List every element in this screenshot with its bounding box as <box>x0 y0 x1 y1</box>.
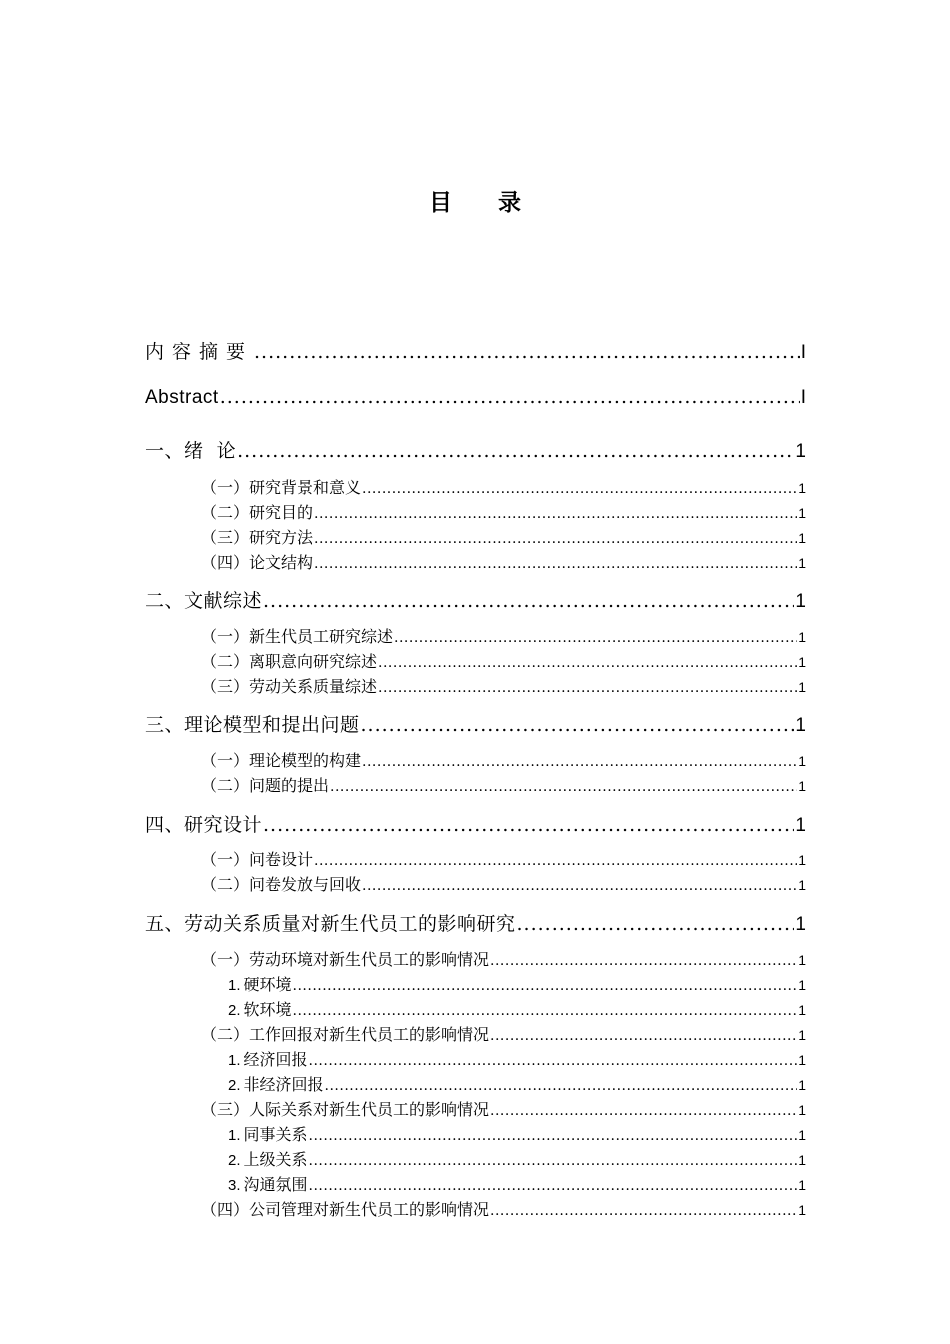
toc-leader-dots <box>293 1003 798 1019</box>
toc-entry-1-3[interactable] <box>201 525 806 548</box>
toc-page-number: 1 <box>795 914 806 935</box>
toc-leader-dots <box>263 814 794 836</box>
toc-label: 上级关系 <box>243 1150 308 1169</box>
toc-page-number: I <box>800 342 806 363</box>
toc-page-number: 1 <box>798 778 806 794</box>
toc-label: （一）问卷设计 <box>201 850 314 869</box>
toc-leader-dots <box>517 913 795 935</box>
toc-entry-5-2[interactable] <box>201 1022 806 1045</box>
toc-label: （四）论文结构 <box>201 553 314 572</box>
toc-label: 五、劳动关系质量对新生代员工的影响研究 <box>145 913 516 935</box>
toc-label: （一）研究背景和意义 <box>201 478 362 497</box>
toc-label: 经济回报 <box>243 1050 308 1069</box>
toc-label: 内容摘要 <box>145 341 254 363</box>
toc-page-number: 1 <box>798 629 806 645</box>
toc-entry-abstract-cn[interactable] <box>145 337 806 364</box>
toc-entry-1-1[interactable] <box>201 475 806 498</box>
toc-leader-dots <box>325 1078 798 1094</box>
toc-leader-dots <box>378 680 797 696</box>
toc-leader-dots <box>362 878 797 894</box>
toc-page-number: 1 <box>795 715 806 736</box>
toc-leader-dots <box>314 531 797 547</box>
toc-entry-chapter-5[interactable] <box>145 909 806 936</box>
toc-label: （一）理论模型的构建 <box>201 751 362 770</box>
toc-label: （一）新生代员工研究综述 <box>201 627 394 646</box>
toc-label: （三）人际关系对新生代员工的影响情况 <box>201 1100 490 1119</box>
toc-label: （二）工作回报对新生代员工的影响情况 <box>201 1025 490 1044</box>
toc-label: 软环境 <box>243 1000 292 1019</box>
toc-leader-dots <box>309 1053 798 1069</box>
toc-page-number: 1 <box>798 1177 806 1193</box>
toc-leader-dots <box>490 1028 797 1044</box>
toc-leader-dots <box>314 506 797 522</box>
toc-label: （二）问题的提出 <box>201 776 330 795</box>
toc-label: Abstract <box>145 387 219 408</box>
toc-item-number: 2. <box>228 1152 241 1169</box>
toc-item-number: 1. <box>228 1052 241 1069</box>
toc-entry-5-3-3[interactable] <box>228 1172 806 1195</box>
toc-page-number: 1 <box>798 555 806 571</box>
toc-label: 沟通氛围 <box>243 1175 308 1194</box>
toc-page-number: 1 <box>798 1077 806 1093</box>
toc-leader-dots <box>220 386 800 408</box>
toc-entry-3-2[interactable] <box>201 773 806 796</box>
toc-page-number: 1 <box>798 1002 806 1018</box>
toc-label: 二、文献综述 <box>145 590 263 612</box>
toc-entry-5-2-2[interactable] <box>228 1072 806 1095</box>
toc-item-number: 1. <box>228 1127 241 1144</box>
toc-entry-5-1-2[interactable] <box>228 997 806 1020</box>
toc-label: （二）研究目的 <box>201 503 314 522</box>
toc-item-number: 2. <box>228 1002 241 1019</box>
toc-leader-dots <box>362 481 797 497</box>
toc-page-number: 1 <box>795 591 806 612</box>
toc-label: （三）研究方法 <box>201 528 314 547</box>
toc-page-number: 1 <box>798 952 806 968</box>
toc-entry-abstract-en[interactable] <box>145 386 806 409</box>
toc-entry-1-2[interactable] <box>201 500 806 523</box>
toc-page-number: 1 <box>795 441 806 462</box>
toc-page-number: 1 <box>798 1202 806 1218</box>
toc-label: 非经济回报 <box>243 1075 324 1094</box>
toc-leader-dots <box>330 779 797 795</box>
toc-leader-dots <box>490 1203 797 1219</box>
toc-entry-2-2[interactable] <box>201 649 806 672</box>
toc-leader-dots <box>490 1103 797 1119</box>
toc-item-number: 3. <box>228 1177 241 1194</box>
toc-entry-2-3[interactable] <box>201 674 806 697</box>
toc-page-number: 1 <box>798 1102 806 1118</box>
toc-leader-dots <box>378 655 797 671</box>
toc-leader-dots <box>293 978 798 994</box>
toc-leader-dots <box>309 1153 798 1169</box>
toc-leader-dots <box>237 440 794 462</box>
toc-page-number: 1 <box>798 530 806 546</box>
toc-page-number: 1 <box>798 877 806 893</box>
toc-label: 三、理论模型和提出问题 <box>145 714 360 736</box>
toc-page-number: I <box>800 387 806 408</box>
toc-leader-dots <box>254 341 800 363</box>
toc-page-number: 1 <box>798 505 806 521</box>
toc-label: 四、研究设计 <box>145 814 263 836</box>
toc-entry-chapter-2[interactable] <box>145 586 806 613</box>
toc-page-number: 1 <box>798 1127 806 1143</box>
toc-entry-5-3-2[interactable] <box>228 1147 806 1170</box>
toc-entry-1-4[interactable] <box>201 550 806 573</box>
toc-page-number: 1 <box>798 679 806 695</box>
toc-label: （一）劳动环境对新生代员工的影响情况 <box>201 950 490 969</box>
toc-page-number: 1 <box>795 815 806 836</box>
toc-page-number: 1 <box>798 1052 806 1068</box>
title-char-1: 目 <box>429 190 452 216</box>
title-char-2: 录 <box>498 190 521 216</box>
toc-label: 硬环境 <box>243 975 292 994</box>
toc-entry-chapter-4[interactable] <box>145 810 806 837</box>
toc-label: 一、绪 论 <box>145 440 237 462</box>
toc-entry-chapter-3[interactable] <box>145 710 806 737</box>
toc-page-number: 1 <box>798 977 806 993</box>
toc-label: 同事关系 <box>243 1125 308 1144</box>
toc-leader-dots <box>314 556 797 572</box>
toc-leader-dots <box>309 1128 798 1144</box>
toc-item-number: 2. <box>228 1077 241 1094</box>
toc-entry-3-1[interactable] <box>201 748 806 771</box>
toc-leader-dots <box>263 590 794 612</box>
toc-page-number: 1 <box>798 1152 806 1168</box>
toc-entry-2-1[interactable] <box>201 624 806 647</box>
toc-leader-dots <box>362 754 797 770</box>
toc-label: （二）离职意向研究综述 <box>201 652 378 671</box>
toc-entry-4-1[interactable] <box>201 847 806 870</box>
toc-leader-dots <box>490 953 797 969</box>
toc-page-number: 1 <box>798 654 806 670</box>
toc-page-number: 1 <box>798 753 806 769</box>
toc-entry-4-2[interactable] <box>201 872 806 895</box>
toc-entry-5-3-1[interactable] <box>228 1122 806 1145</box>
toc-entry-5-2-1[interactable] <box>228 1047 806 1070</box>
toc-leader-dots <box>309 1178 798 1194</box>
toc-leader-dots <box>314 853 797 869</box>
toc-page-number: 1 <box>798 852 806 868</box>
toc-page-number: 1 <box>798 1027 806 1043</box>
toc-label: （三）劳动关系质量综述 <box>201 677 378 696</box>
toc-entry-5-3[interactable] <box>201 1097 806 1120</box>
toc-entry-chapter-1[interactable] <box>145 436 806 463</box>
toc-leader-dots <box>394 630 797 646</box>
toc-entry-5-4[interactable] <box>201 1197 806 1220</box>
toc-label: （四）公司管理对新生代员工的影响情况 <box>201 1200 490 1219</box>
toc-leader-dots <box>361 714 795 736</box>
toc-label: （二）问卷发放与回收 <box>201 875 362 894</box>
toc-entry-5-1[interactable] <box>201 947 806 970</box>
toc-item-number: 1. <box>228 977 241 994</box>
toc-entry-5-1-1[interactable] <box>228 972 806 995</box>
toc-page-number: 1 <box>798 480 806 496</box>
